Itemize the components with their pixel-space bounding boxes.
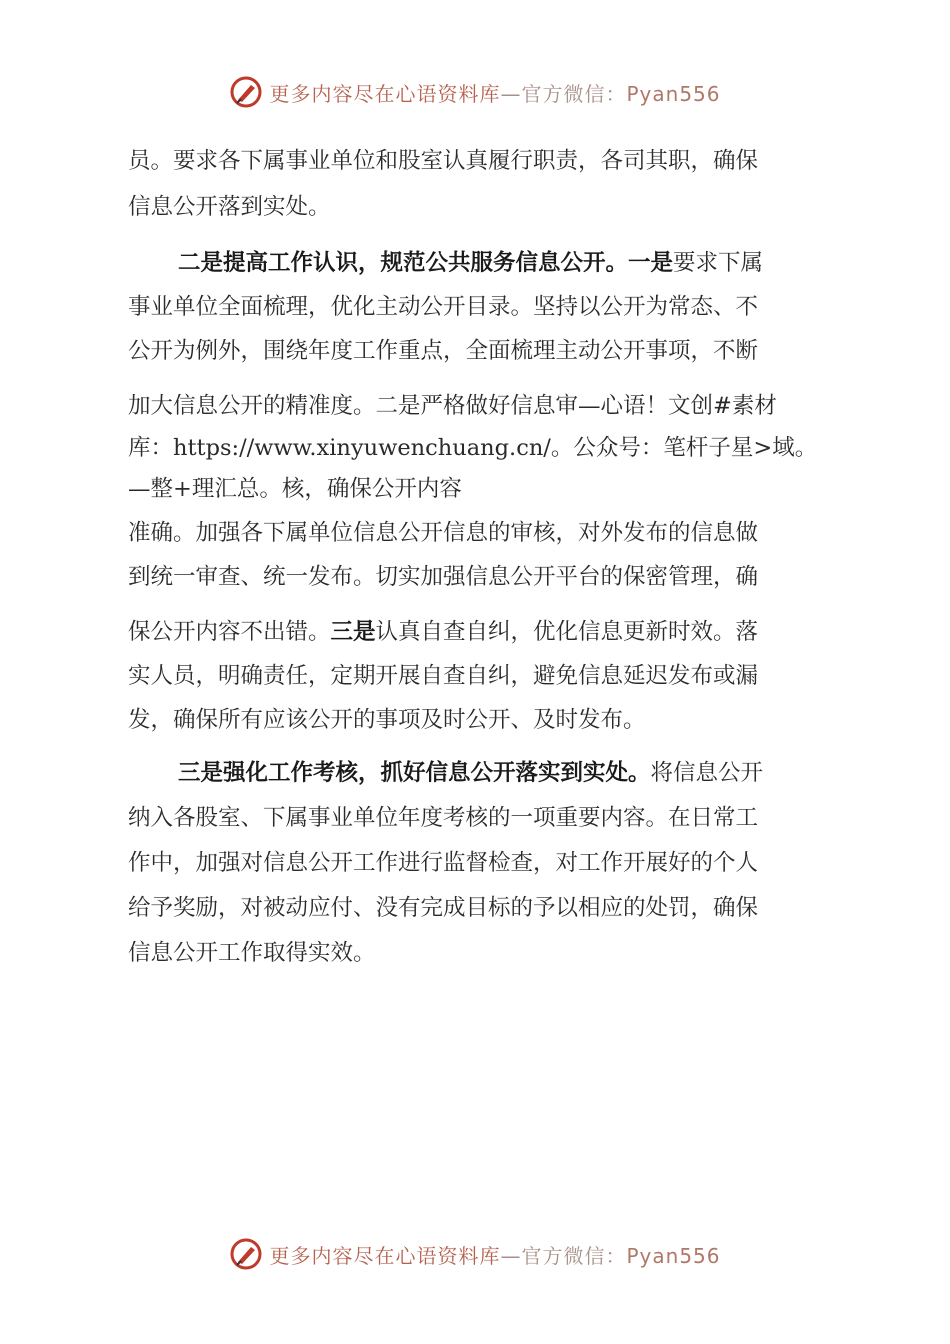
- section-heading: 三是强化工作考核，抓好信息公开落实到实处。: [178, 760, 651, 786]
- text-span: 保公开内容不出错。: [128, 619, 331, 645]
- text-line: 给予奖励，对被动应付、没有完成目标的予以相应的处罚，确保: [128, 895, 759, 921]
- header-banner: [0, 72, 950, 112]
- text-line: 发，确保所有应该公开的事项及时公开、及时发布。: [128, 707, 646, 733]
- pen-logo-icon: [229, 1237, 263, 1271]
- text-line: —整+理汇总。核，确保公开内容: [128, 476, 462, 502]
- banner-wechat-id: Pyan556: [626, 81, 721, 106]
- text-line: 纳入各股室、下属事业单位年度考核的一项重要内容。在日常工: [128, 805, 759, 831]
- text-line: 信息公开工作取得实效。: [128, 940, 376, 966]
- banner-wechat-id: Pyan556: [626, 1243, 721, 1268]
- banner-title: 更多内容尽在心语资料库: [269, 1243, 501, 1268]
- section-heading-line: [178, 248, 763, 278]
- inline-bold: 三是: [330, 619, 376, 645]
- text-line: 到统一审查、统一发布。切实加强信息公开平台的保密管理，确: [128, 564, 759, 590]
- text-line: 库：https://www.xinyuwenchuang.cn/。公众号：笔杆子星>域。: [128, 435, 818, 461]
- section-heading-line: [178, 758, 763, 788]
- text-line: 加大信息公开的精准度。二是严格做好信息审—心语！文创#素材: [128, 393, 777, 419]
- pen-logo-icon: [229, 75, 263, 109]
- text-line: [128, 617, 758, 647]
- banner-wechat-label: 官方微信：: [521, 81, 627, 106]
- text-span: 认真自查自纠，优化信息更新时效。落: [375, 619, 759, 645]
- text-line: 信息公开落到实处。: [128, 194, 331, 220]
- text-line: 实人员，明确责任，定期开展自查自纠，避免信息延迟发布或漏: [128, 663, 759, 689]
- text-line: 员。要求各下属事业单位和股室认真履行职责，各司其职，确保: [128, 148, 759, 174]
- footer-banner: [0, 1234, 950, 1274]
- text-span: 要求下属: [673, 250, 764, 276]
- section-heading: 二是提高工作认识，规范公共服务信息公开。一是: [178, 250, 674, 276]
- banner-dash: —: [500, 81, 522, 106]
- text-line: 作中，加强对信息公开工作进行监督检查，对工作开展好的个人: [128, 850, 759, 876]
- banner-wechat-label: 官方微信：: [521, 1243, 627, 1268]
- banner-dash: —: [500, 1243, 522, 1268]
- text-span: 将信息公开: [650, 760, 764, 786]
- text-line: 事业单位全面梳理，优化主动公开目录。坚持以公开为常态、不: [128, 294, 759, 320]
- text-line: 公开为例外，围绕年度工作重点，全面梳理主动公开事项，不断: [128, 338, 759, 364]
- banner-title: 更多内容尽在心语资料库: [269, 81, 501, 106]
- text-line: 准确。加强各下属单位信息公开信息的审核，对外发布的信息做: [128, 520, 759, 546]
